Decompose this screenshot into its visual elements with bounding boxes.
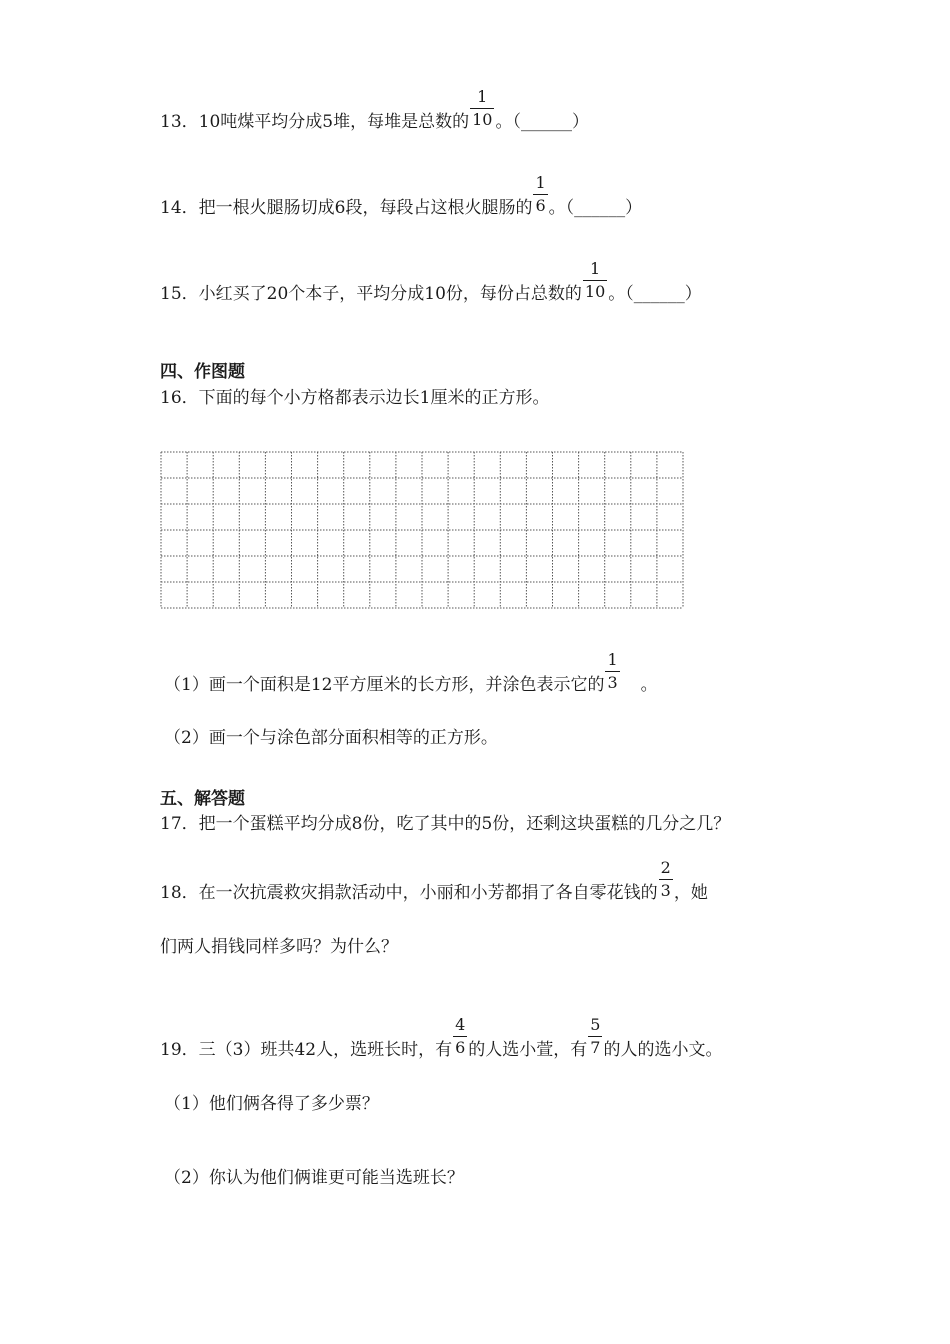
q16-sub1: [164, 650, 658, 708]
q13-answer-blank[interactable]: 。（______）: [495, 112, 589, 132]
q19-text-c: 的人的选小文。: [603, 1040, 723, 1060]
square-grid[interactable]: [160, 451, 684, 609]
question-15: [160, 259, 702, 317]
question-13: [160, 87, 589, 145]
q18-frac-den: 3: [660, 881, 671, 900]
q18-line2: 们两人捐钱同样多吗？为什么？: [160, 937, 398, 957]
q13-frac-num: 1: [470, 86, 494, 109]
q19-f1-den: 6: [455, 1038, 466, 1057]
section-5-heading: 五、解答题: [160, 789, 245, 809]
q15-frac-num: 1: [583, 258, 607, 281]
q15-frac-den: 10: [584, 282, 606, 301]
q19-fraction-1: [453, 1014, 467, 1059]
section-4-heading: 四、作图题: [160, 362, 245, 382]
q13-fraction: [470, 86, 494, 131]
question-18: [160, 858, 708, 916]
q19-fraction-2: [588, 1014, 602, 1059]
q14-fraction: [533, 172, 547, 217]
q18-text-end: ，她: [673, 883, 708, 903]
q15-answer-blank[interactable]: 。（______）: [608, 284, 702, 304]
question-16: 16．下面的每个小方格都表示边长1厘米的正方形。: [160, 388, 550, 408]
q16-sub1-frac-num: 1: [605, 649, 619, 672]
question-14: [160, 173, 643, 231]
q14-text: 14．把一根火腿肠切成6段，每段占这根火腿肠的: [160, 198, 533, 218]
q13-frac-den: 10: [472, 110, 493, 129]
q19-f2-den: 7: [590, 1038, 601, 1057]
q14-answer-blank[interactable]: 。（______）: [548, 198, 643, 218]
q14-frac-den: 6: [535, 196, 546, 215]
q19-sub2: （2）你认为他们俩谁更可能当选班长？: [164, 1168, 464, 1188]
q16-sub1-frac-den: 3: [607, 673, 618, 692]
question-19: [160, 1015, 723, 1073]
q19-f1-num: 4: [453, 1014, 467, 1037]
q16-sub1-fraction: [605, 649, 619, 694]
q16-sub2: （2）画一个与涂色部分面积相等的正方形。: [164, 728, 498, 748]
q19-f2-num: 5: [588, 1014, 602, 1037]
q15-fraction: [583, 258, 607, 303]
question-17: 17．把一个蛋糕平均分成8份，吃了其中的5份，还剩这块蛋糕的几分之几？: [160, 814, 731, 834]
q18-frac-num: 2: [659, 857, 673, 880]
q19-sub1: （1）他们俩各得了多少票？: [164, 1094, 379, 1114]
q18-text: 18．在一次抗震救灾捐款活动中，小丽和小芳都捐了各自零花钱的: [160, 883, 658, 903]
q18-fraction: [659, 857, 673, 902]
q19-text-b: 的人选小萱，有: [468, 1040, 588, 1060]
q13-text: 13．10吨煤平均分成5堆，每堆是总数的: [160, 112, 470, 132]
q19-text-a: 19．三（3）班共42人，选班长时，有: [160, 1040, 453, 1060]
q16-sub1-text: （1）画一个面积是12平方厘米的长方形，并涂色表示它的: [164, 675, 605, 695]
q14-frac-num: 1: [533, 172, 547, 195]
q15-text: 15．小红买了20个本子，平均分成10份，每份占总数的: [160, 284, 582, 304]
q16-sub1-end: 。: [640, 675, 658, 695]
